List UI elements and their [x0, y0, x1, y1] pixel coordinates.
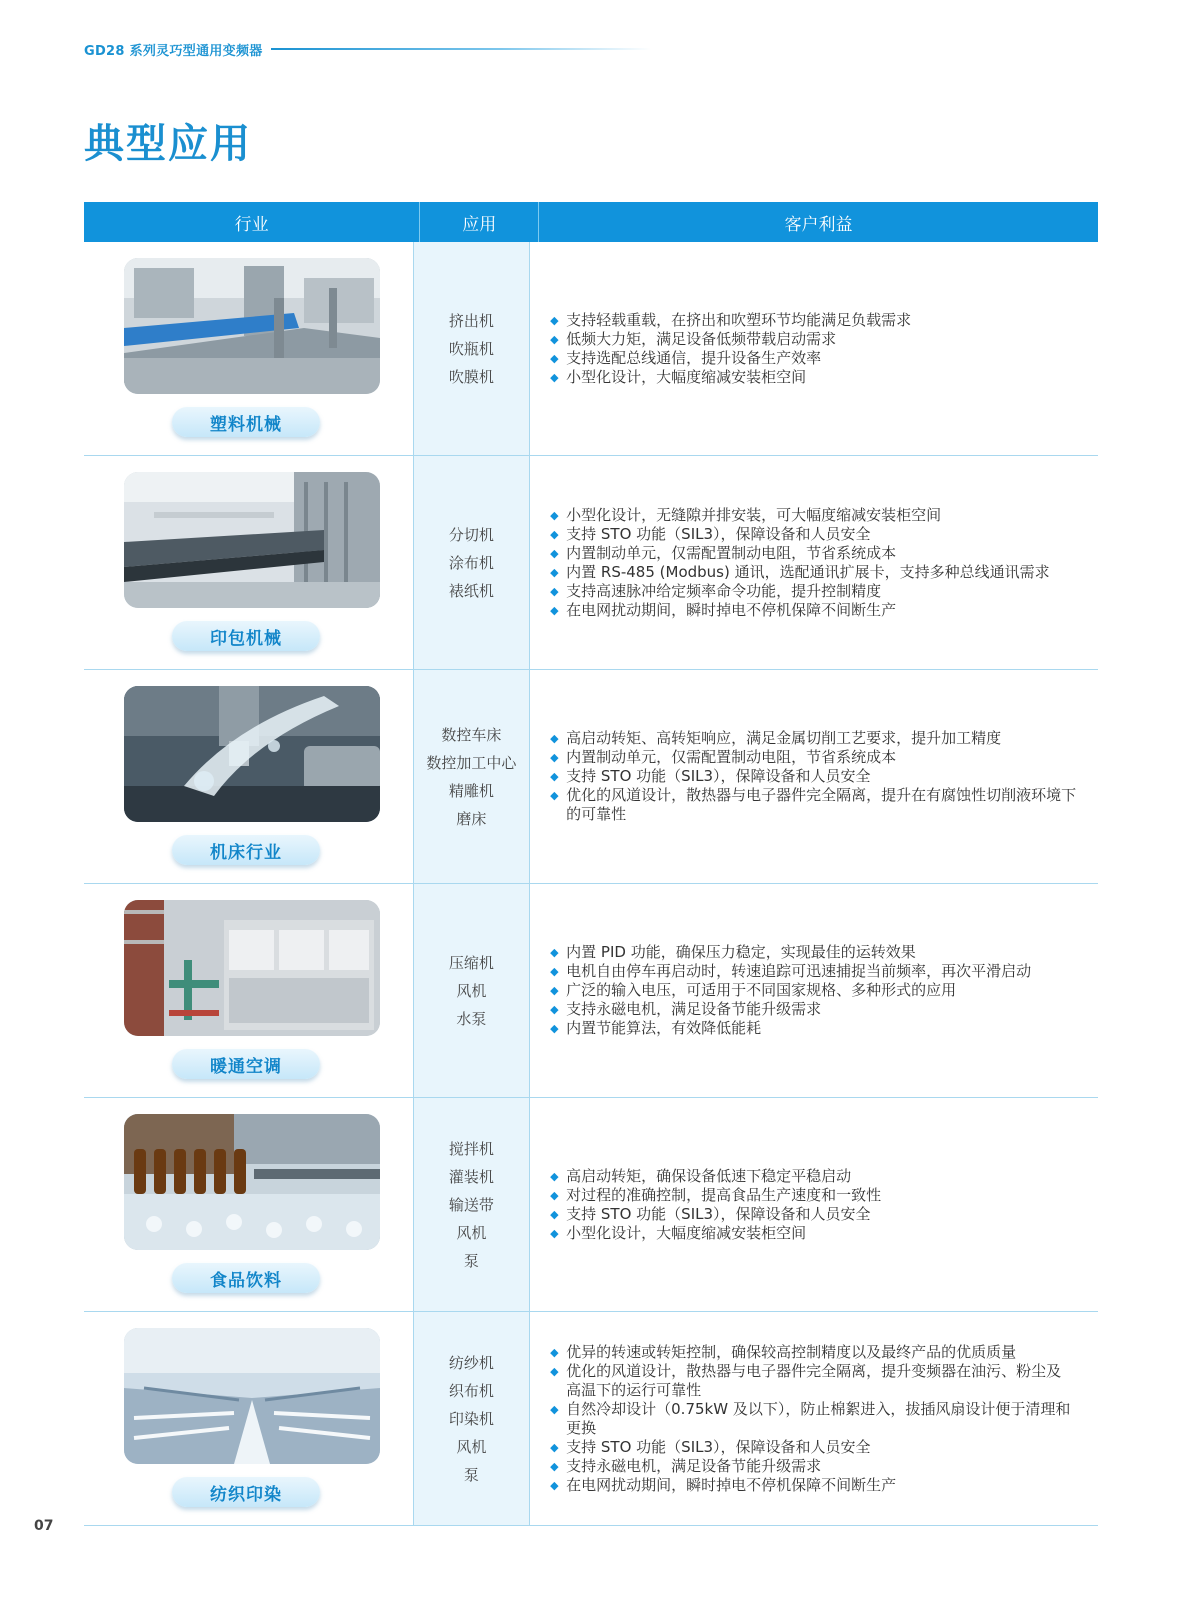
- benefits-cell: [530, 1098, 1098, 1311]
- benefit-item: ◆ 在电网扰动期间，瞬时掉电不停机保障不间断生产: [550, 601, 1098, 620]
- benefit-item: ◆ 支持永磁电机，满足设备节能升级需求: [550, 1000, 1098, 1019]
- benefit-item: ◆ 在电网扰动期间，瞬时掉电不停机保障不间断生产: [550, 1476, 1098, 1495]
- benefits-cell: [530, 242, 1098, 455]
- table-row: [84, 1098, 1098, 1312]
- page-title: 典型应用: [84, 121, 252, 167]
- benefit-item: ◆ 支持选配总线通信，提升设备生产效率: [550, 349, 1098, 368]
- page-number: 07: [34, 1518, 54, 1534]
- benefit-item: ◆ 内置节能算法，有效降低能耗: [550, 1019, 1098, 1038]
- application-item: 挤出机: [448, 311, 494, 330]
- benefit-item: ◆ 支持 STO 功能（SIL3），保障设备和人员安全: [550, 1205, 1098, 1224]
- benefit-item: ◆ 小型化设计，无缝隙并排安装，可大幅度缩减安装柜空间: [550, 506, 1098, 525]
- table-row: [84, 242, 1098, 456]
- benefit-item: ◆ 内置制动单元，仅需配置制动电阻，节省系统成本: [550, 748, 1098, 767]
- application-item: 风机: [456, 981, 487, 1000]
- application-item: 数控加工中心: [426, 753, 517, 772]
- industry-cell: [84, 456, 413, 669]
- benefit-item: ◆ 小型化设计，大幅度缩减安装柜空间: [550, 1224, 1098, 1243]
- benefit-item: ◆ 支持 STO 功能（SIL3），保障设备和人员安全: [550, 525, 1098, 544]
- benefit-item: ◆ 小型化设计，大幅度缩减安装柜空间: [550, 368, 1098, 387]
- benefit-item: ◆ 优化的风道设计，散热器与电子器件完全隔离，提升在有腐蚀性切削液环境下的可靠性: [550, 786, 1098, 824]
- hvac-photo: [124, 900, 380, 1036]
- benefit-item: ◆ 电机自由停车再启动时，转速追踪可迅速捕捉当前频率，再次平滑启动: [550, 962, 1098, 981]
- application-item: 涂布机: [448, 553, 494, 572]
- benefit-item: ◆ 内置 RS-485 (Modbus) 通讯，选配通讯扩展卡，支持多种总线通讯需求: [550, 563, 1098, 582]
- application-cell: [413, 456, 530, 669]
- benefit-item: ◆ 支持 STO 功能（SIL3），保障设备和人员安全: [550, 1438, 1098, 1457]
- industry-label: 食品饮料: [172, 1263, 320, 1293]
- benefit-item: ◆ 高启动转矩，确保设备低速下稳定平稳启动: [550, 1167, 1098, 1186]
- industry-cell: [84, 670, 413, 883]
- benefits-cell: [530, 1312, 1098, 1525]
- benefits-cell: [530, 456, 1098, 669]
- industry-label: 纺织印染: [172, 1477, 320, 1507]
- column-header-benefits: 客户利益: [538, 202, 1098, 242]
- application-item: 泵: [463, 1465, 479, 1484]
- table-row: [84, 456, 1098, 670]
- benefit-item: ◆ 支持高速脉冲给定频率命令功能，提升控制精度: [550, 582, 1098, 601]
- benefit-item: ◆ 支持轻载重载，在挤出和吹塑环节均能满足负载需求: [550, 311, 1098, 330]
- application-item: 织布机: [448, 1381, 494, 1400]
- plastic-machinery-photo: [124, 258, 380, 394]
- series-header: [84, 40, 651, 58]
- benefit-item: ◆ 自然冷却设计（0.75kW 及以下），防止棉絮进入，拔插风扇设计便于清理和更换: [550, 1400, 1098, 1438]
- application-item: 裱纸机: [448, 581, 494, 600]
- applications-table: [84, 202, 1098, 1526]
- industry-label: 印包机械: [172, 621, 320, 651]
- industry-label: 暖通空调: [172, 1049, 320, 1079]
- table-row: [84, 670, 1098, 884]
- benefit-item: ◆ 优化的风道设计，散热器与电子器件完全隔离，提升变频器在油污、粉尘及 高温下的运行可靠性: [550, 1362, 1098, 1400]
- application-item: 吹膜机: [448, 367, 494, 386]
- header-divider-line: [271, 48, 651, 50]
- benefit-item: ◆ 内置 PID 功能，确保压力稳定，实现最佳的运转效果: [550, 943, 1098, 962]
- benefit-item: ◆ 对过程的准确控制，提高食品生产速度和一致性: [550, 1186, 1098, 1205]
- column-header-application: 应用: [419, 202, 538, 242]
- application-item: 风机: [456, 1437, 487, 1456]
- application-cell: [413, 242, 530, 455]
- table-row: [84, 1312, 1098, 1526]
- industry-label: 机床行业: [172, 835, 320, 865]
- application-item: 分切机: [448, 525, 494, 544]
- application-item: 压缩机: [448, 953, 494, 972]
- benefit-item: ◆ 内置制动单元，仅需配置制动电阻，节省系统成本: [550, 544, 1098, 563]
- benefits-cell: [530, 670, 1098, 883]
- machine-tool-photo: [124, 686, 380, 822]
- application-item: 磨床: [456, 809, 487, 828]
- industry-cell: [84, 242, 413, 455]
- application-cell: [413, 884, 530, 1097]
- application-item: 风机: [456, 1223, 487, 1242]
- benefit-item: ◆ 高启动转矩、高转矩响应，满足金属切削工艺要求，提升加工精度: [550, 729, 1098, 748]
- application-item: 印染机: [448, 1409, 494, 1428]
- benefits-cell: [530, 884, 1098, 1097]
- benefit-item: ◆ 广泛的输入电压，可适用于不同国家规格、多种形式的应用: [550, 981, 1098, 1000]
- application-cell: [413, 1312, 530, 1525]
- application-item: 精雕机: [448, 781, 494, 800]
- table-header: [84, 202, 1098, 242]
- column-header-industry: 行业: [234, 214, 269, 235]
- textile-dyeing-photo: [124, 1328, 380, 1464]
- application-item: 泵: [463, 1251, 479, 1270]
- benefit-item: ◆ 优异的转速或转矩控制，确保较高控制精度以及最终产品的优质质量: [550, 1343, 1098, 1362]
- application-cell: [413, 670, 530, 883]
- printing-packaging-photo: [124, 472, 380, 608]
- food-beverage-photo: [124, 1114, 380, 1250]
- application-item: 搅拌机: [448, 1139, 494, 1158]
- benefit-item: ◆ 支持永磁电机，满足设备节能升级需求: [550, 1457, 1098, 1476]
- industry-cell: [84, 1312, 413, 1525]
- application-item: 输送带: [448, 1195, 494, 1214]
- application-cell: [413, 1098, 530, 1311]
- application-item: 灌装机: [448, 1167, 494, 1186]
- industry-cell: [84, 884, 413, 1097]
- industry-label: 塑料机械: [172, 407, 320, 437]
- benefit-item: ◆ 低频大力矩，满足设备低频带载启动需求: [550, 330, 1098, 349]
- table-body: [84, 242, 1098, 1526]
- application-item: 水泵: [456, 1009, 487, 1028]
- application-item: 吹瓶机: [448, 339, 494, 358]
- application-item: 数控车床: [441, 725, 502, 744]
- series-title: GD28 系列灵巧型通用变频器: [84, 43, 263, 59]
- industry-cell: [84, 1098, 413, 1311]
- table-row: [84, 884, 1098, 1098]
- application-item: 纺纱机: [448, 1353, 494, 1372]
- benefit-item: ◆ 支持 STO 功能（SIL3），保障设备和人员安全: [550, 767, 1098, 786]
